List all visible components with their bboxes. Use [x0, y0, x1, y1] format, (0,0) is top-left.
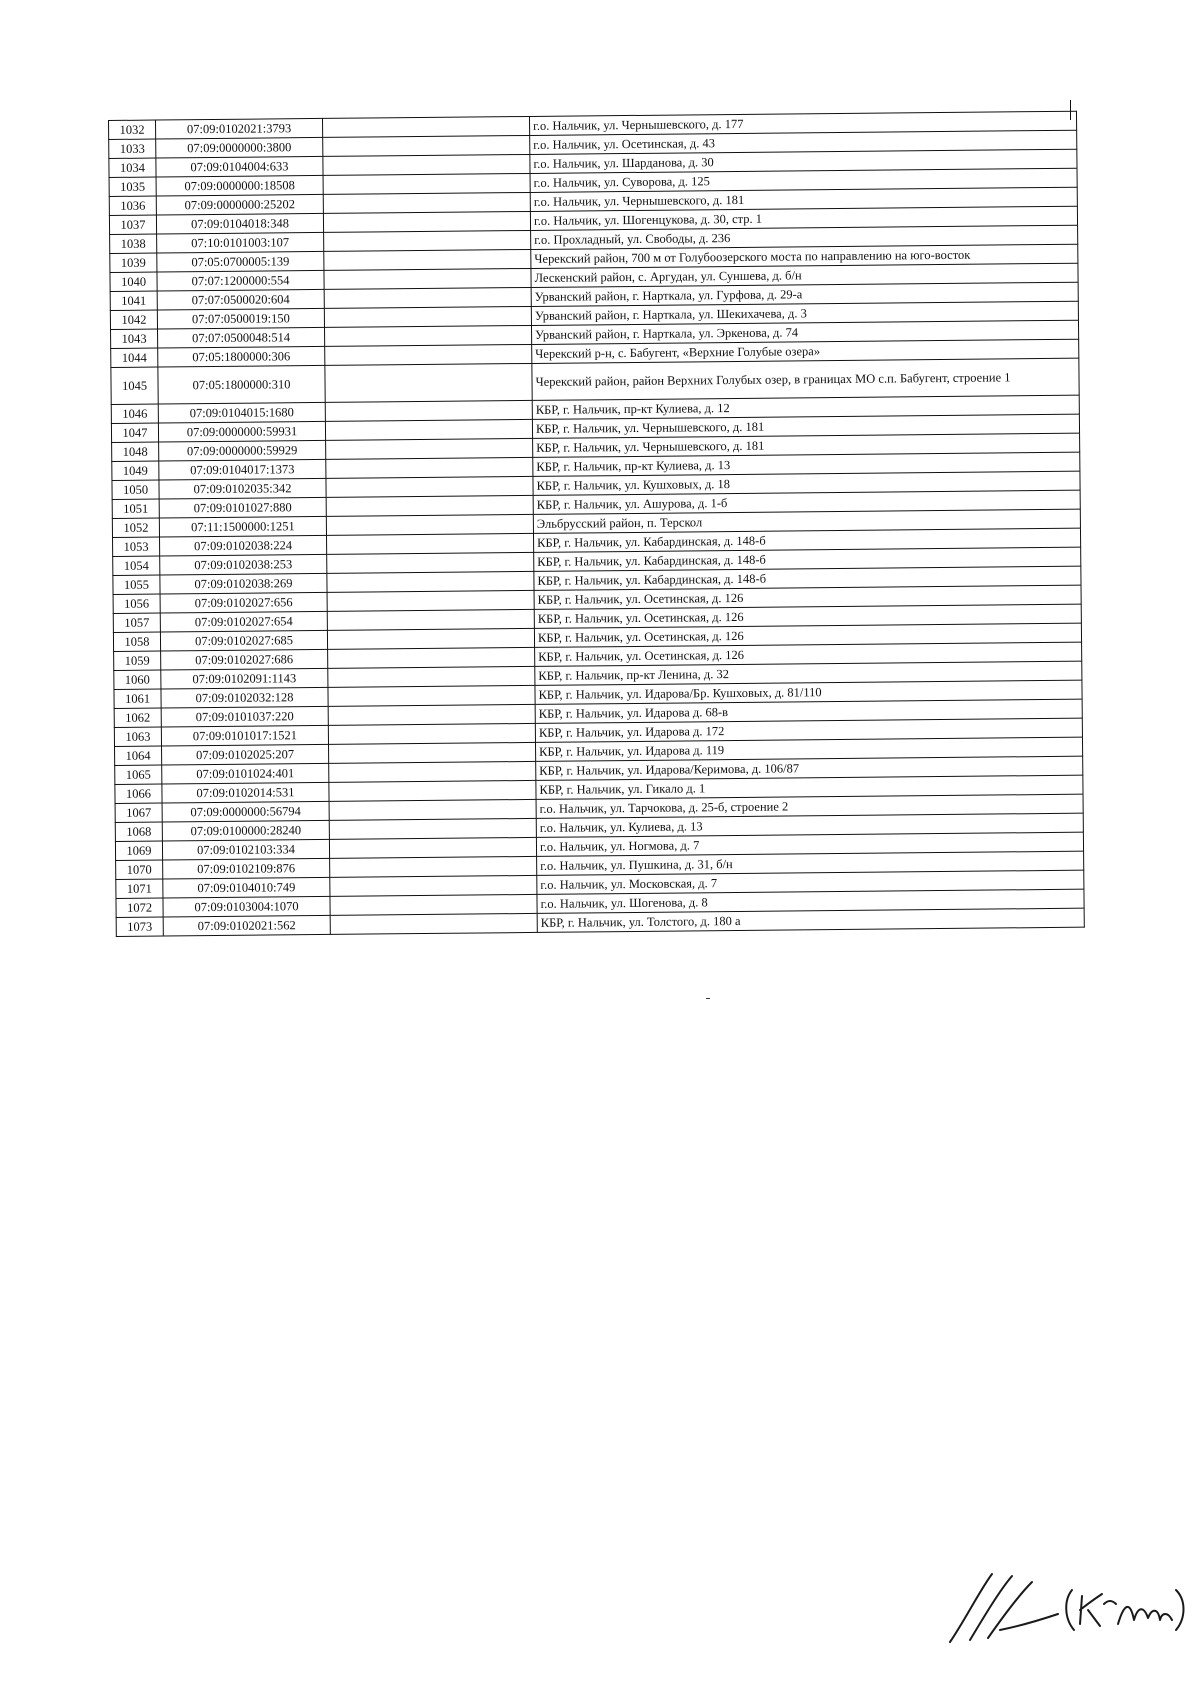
empty-cell — [325, 325, 532, 346]
empty-cell — [326, 457, 533, 478]
empty-cell — [326, 514, 533, 535]
empty-cell — [323, 135, 530, 156]
signature-stroke-paren — [1066, 1590, 1074, 1630]
empty-cell — [324, 306, 531, 327]
address-cell: г.о. Нальчик, ул. Пушкина, д. 31, б/н — [537, 851, 1084, 875]
cadastral-number-cell: 07:09:0102091:1143 — [161, 668, 328, 689]
empty-cell — [330, 856, 537, 877]
empty-cell — [328, 685, 535, 706]
empty-cell — [329, 837, 536, 858]
empty-cell — [328, 723, 535, 744]
cadastral-number-cell: 07:09:0000000:18508 — [156, 175, 323, 196]
address-cell: г.о. Нальчик, ул. Осетинская, д. 43 — [530, 130, 1077, 154]
address-cell: г.о. Нальчик, ул. Шогенова, д. 8 — [537, 889, 1084, 913]
row-number-cell: 1058 — [113, 632, 160, 651]
row-number-cell: 1037 — [109, 215, 156, 234]
cadastral-number-cell: 07:09:0102025:207 — [162, 744, 329, 765]
address-cell: г.о. Нальчик, ул. Московская, д. 7 — [537, 870, 1084, 894]
cadastral-number-cell: 07:07:0500020:604 — [157, 289, 324, 310]
address-cell: КБР, г. Нальчик, пр-кт Кулиева, д. 12 — [532, 395, 1079, 419]
cadastral-number-cell: 07:09:0102109:876 — [163, 858, 330, 879]
row-number-cell: 1049 — [112, 461, 159, 480]
empty-cell — [328, 666, 535, 687]
row-number-cell: 1035 — [109, 177, 156, 196]
address-cell: КБР, г. Нальчик, ул. Идарова/Бр. Кушховых, д. 81/110 — [535, 680, 1082, 704]
row-number-cell: 1047 — [111, 423, 158, 442]
cadastral-number-cell: 07:09:0100000:28240 — [162, 820, 329, 841]
empty-cell — [326, 533, 533, 554]
address-cell: г.о. Нальчик, ул. Чернышевского, д. 181 — [530, 187, 1077, 211]
cadastral-number-cell: 07:09:0104010:749 — [163, 877, 330, 898]
empty-cell — [325, 419, 532, 440]
empty-cell — [330, 894, 537, 915]
address-cell: Черекский район, 700 м от Голубоозерского моста по направлению на юго-восток — [531, 244, 1078, 268]
row-number-cell: 1062 — [114, 708, 161, 727]
row-number-cell: 1067 — [115, 803, 162, 822]
address-cell: Урванский район, г. Нарткала, ул. Гурфова, д. 29-а — [531, 282, 1078, 306]
cadastral-number-cell: 07:09:0102035:342 — [159, 478, 326, 499]
cadastral-number-cell: 07:09:0104004:633 — [156, 156, 323, 177]
cadastral-number-cell: 07:09:0102038:269 — [160, 573, 327, 594]
empty-cell — [324, 249, 531, 270]
row-number-cell: 1055 — [113, 575, 160, 594]
cadastral-number-cell: 07:09:0000000:3800 — [156, 137, 323, 158]
empty-cell — [327, 571, 534, 592]
row-number-cell: 1045 — [111, 367, 158, 404]
cadastral-number-cell: 07:05:1800000:310 — [158, 365, 325, 404]
cadastral-number-cell: 07:09:0000000:59929 — [159, 440, 326, 461]
row-number-cell: 1053 — [113, 537, 160, 556]
row-number-cell: 1069 — [115, 841, 162, 860]
empty-cell — [326, 476, 533, 497]
address-cell: г.о. Нальчик, ул. Ногмова, д. 7 — [536, 832, 1083, 856]
row-number-cell: 1064 — [115, 746, 162, 765]
address-cell: г.о. Нальчик, ул. Тарчокова, д. 25-б, строение 2 — [536, 794, 1083, 818]
row-number-cell: 1046 — [111, 404, 158, 423]
empty-cell — [322, 116, 529, 137]
address-cell: КБР, г. Нальчик, ул. Кабардинская, д. 148-б — [534, 547, 1081, 571]
address-cell: Эльбрусский район, п. Терскол — [533, 509, 1080, 533]
cadastral-number-cell: 07:09:0102014:531 — [162, 782, 329, 803]
row-number-cell: 1052 — [112, 518, 159, 537]
cadastral-number-cell: 07:09:0102032:128 — [161, 687, 328, 708]
cadastral-number-cell: 07:09:0102027:685 — [160, 630, 327, 651]
cadastral-number-cell: 07:09:0102027:686 — [161, 649, 328, 670]
empty-cell — [325, 344, 532, 365]
cadastral-number-cell: 07:05:1800000:306 — [158, 346, 325, 367]
empty-cell — [325, 363, 532, 402]
row-number-cell: 1066 — [115, 784, 162, 803]
cadastral-number-cell: 07:09:0101027:880 — [159, 497, 326, 518]
row-number-cell: 1042 — [110, 310, 157, 329]
row-number-cell: 1073 — [116, 917, 163, 936]
cadastral-number-cell: 07:09:0000000:56794 — [162, 801, 329, 822]
row-number-cell: 1040 — [110, 272, 157, 291]
address-cell: КБР, г. Нальчик, ул. Осетинская, д. 126 — [534, 604, 1081, 628]
row-number-cell: 1036 — [109, 196, 156, 215]
empty-cell — [329, 799, 536, 820]
address-cell: г.о. Прохладный, ул. Свободы, д. 236 — [531, 225, 1078, 249]
row-number-cell: 1051 — [112, 499, 159, 518]
cadastral-number-cell: 07:09:0103004:1070 — [163, 896, 330, 917]
row-number-cell: 1070 — [116, 860, 163, 879]
address-cell: г.о. Нальчик, ул. Чернышевского, д. 177 — [529, 111, 1076, 135]
row-number-cell: 1068 — [115, 822, 162, 841]
empty-cell — [324, 230, 531, 251]
row-number-cell: 1057 — [113, 613, 160, 632]
cadastral-number-cell: 07:05:0700005:139 — [157, 251, 324, 272]
empty-cell — [323, 211, 530, 232]
address-cell: КБР, г. Нальчик, ул. Идарова д. 119 — [535, 737, 1082, 761]
row-number-cell: 1059 — [114, 651, 161, 670]
row-number-cell: 1043 — [111, 329, 158, 348]
empty-cell — [324, 287, 531, 308]
address-cell: Лескенский район, с. Аргудан, ул. Суншева, д. б/н — [531, 263, 1078, 287]
address-cell: КБР, г. Нальчик, ул. Осетинская, д. 126 — [535, 642, 1082, 666]
cadastral-number-cell: 07:09:0102021:3793 — [156, 118, 323, 139]
cadastral-number-cell: 07:07:1200000:554 — [157, 270, 324, 291]
cadastral-number-cell: 07:09:0102027:656 — [160, 592, 327, 613]
cadastral-number-cell: 07:09:0102021:562 — [163, 915, 330, 936]
cadastral-number-cell: 07:09:0102038:224 — [160, 535, 327, 556]
cadastral-number-cell: 07:10:0101003:107 — [157, 232, 324, 253]
signature-stroke-initials — [1080, 1594, 1116, 1626]
signature-stroke-main — [950, 1574, 1058, 1642]
stray-mark — [706, 998, 710, 999]
cadastral-number-cell: 07:07:0500048:514 — [158, 327, 325, 348]
row-number-cell: 1061 — [114, 689, 161, 708]
row-number-cell: 1044 — [111, 348, 158, 367]
empty-cell — [328, 647, 535, 668]
empty-cell — [327, 552, 534, 573]
empty-cell — [329, 818, 536, 839]
row-number-cell: 1033 — [109, 139, 156, 158]
empty-cell — [326, 495, 533, 516]
address-cell: Черекский р-н, с. Бабугент, «Верхние Голубые озера» — [532, 339, 1079, 363]
row-number-cell: 1039 — [110, 253, 157, 272]
cadastral-number-cell: 07:09:0101017:1521 — [161, 725, 328, 746]
cadastral-number-cell: 07:09:0104017:1373 — [159, 459, 326, 480]
address-cell: КБР, г. Нальчик, ул. Кабардинская, д. 148-б — [533, 528, 1080, 552]
address-cell: КБР, г. Нальчик, ул. Кабардинская, д. 148-б — [534, 566, 1081, 590]
empty-cell — [327, 609, 534, 630]
empty-cell — [328, 704, 535, 725]
registry-table-body — [109, 111, 1085, 936]
cadastral-number-cell: 07:09:0104018:348 — [156, 213, 323, 234]
cadastral-number-cell: 07:09:0104015:1680 — [158, 402, 325, 423]
row-number-cell: 1056 — [113, 594, 160, 613]
address-cell: Урванский район, г. Нарткала, ул. Шекихачева, д. 3 — [531, 301, 1078, 325]
empty-cell — [327, 590, 534, 611]
row-number-cell: 1041 — [110, 291, 157, 310]
registry-table — [108, 111, 1085, 937]
empty-cell — [329, 780, 536, 801]
row-number-cell: 1032 — [109, 120, 156, 139]
row-number-cell: 1063 — [114, 727, 161, 746]
empty-cell — [323, 192, 530, 213]
address-cell: Черекский район, район Верхних Голубых озер, в границах МО с.п. Бабугент, строение 1 — [532, 358, 1079, 400]
empty-cell — [324, 268, 531, 289]
signature-stroke-surname — [1118, 1590, 1184, 1630]
address-cell: г.о. Нальчик, ул. Кулиева, д. 13 — [536, 813, 1083, 837]
row-number-cell: 1071 — [116, 879, 163, 898]
row-number-cell: 1054 — [113, 556, 160, 575]
row-number-cell: 1050 — [112, 480, 159, 499]
address-cell: г.о. Нальчик, ул. Шогенцукова, д. 30, стр. 1 — [530, 206, 1077, 230]
cadastral-number-cell: 07:07:0500019:150 — [157, 308, 324, 329]
cadastral-number-cell: 07:09:0102103:334 — [162, 839, 329, 860]
row-number-cell: 1038 — [110, 234, 157, 253]
address-cell: Урванский район, г. Нарткала, ул. Эркенова, д. 74 — [531, 320, 1078, 344]
empty-cell — [323, 173, 530, 194]
address-cell: КБР, г. Нальчик, ул. Кушховых, д. 18 — [533, 471, 1080, 495]
empty-cell — [323, 154, 530, 175]
row-number-cell: 1072 — [116, 898, 163, 917]
signature — [940, 1560, 1190, 1650]
address-cell: КБР, г. Нальчик, ул. Идарова д. 68-в — [535, 699, 1082, 723]
address-cell: КБР, г. Нальчик, пр-кт Ленина, д. 32 — [535, 661, 1082, 685]
cadastral-number-cell: 07:09:0102027:654 — [160, 611, 327, 632]
cadastral-number-cell: 07:09:0101037:220 — [161, 706, 328, 727]
empty-cell — [329, 742, 536, 763]
address-cell: КБР, г. Нальчик, ул. Идарова д. 172 — [535, 718, 1082, 742]
empty-cell — [329, 761, 536, 782]
empty-cell — [327, 628, 534, 649]
address-cell: г.о. Нальчик, ул. Суворова, д. 125 — [530, 168, 1077, 192]
cadastral-number-cell: 07:11:1500000:1251 — [159, 516, 326, 537]
empty-cell — [325, 400, 532, 421]
address-cell: КБР, г. Нальчик, ул. Осетинская, д. 126 — [534, 585, 1081, 609]
cadastral-number-cell: 07:09:0101024:401 — [162, 763, 329, 784]
address-cell: КБР, г. Нальчик, ул. Чернышевского, д. 181 — [533, 433, 1080, 457]
row-number-cell: 1048 — [112, 442, 159, 461]
empty-cell — [330, 913, 537, 934]
empty-cell — [330, 875, 537, 896]
address-cell: КБР, г. Нальчик, пр-кт Кулиева, д. 13 — [533, 452, 1080, 476]
address-cell: КБР, г. Нальчик, ул. Ашурова, д. 1-б — [533, 490, 1080, 514]
empty-cell — [326, 438, 533, 459]
cadastral-number-cell: 07:09:0000000:59931 — [158, 421, 325, 442]
row-number-cell: 1060 — [114, 670, 161, 689]
address-cell: КБР, г. Нальчик, ул. Идарова/Керимова, д. 106/87 — [536, 756, 1083, 780]
address-cell: КБР, г. Нальчик, ул. Чернышевского, д. 181 — [532, 414, 1079, 438]
row-number-cell: 1034 — [109, 158, 156, 177]
address-cell: КБР, г. Нальчик, ул. Гикало д. 1 — [536, 775, 1083, 799]
address-cell: г.о. Нальчик, ул. Шарданова, д. 30 — [530, 149, 1077, 173]
address-cell: КБР, г. Нальчик, ул. Осетинская, д. 126 — [534, 623, 1081, 647]
row-number-cell: 1065 — [115, 765, 162, 784]
cadastral-number-cell: 07:09:0000000:25202 — [156, 194, 323, 215]
address-cell: КБР, г. Нальчик, ул. Толстого, д. 180 а — [537, 908, 1084, 932]
cadastral-number-cell: 07:09:0102038:253 — [160, 554, 327, 575]
